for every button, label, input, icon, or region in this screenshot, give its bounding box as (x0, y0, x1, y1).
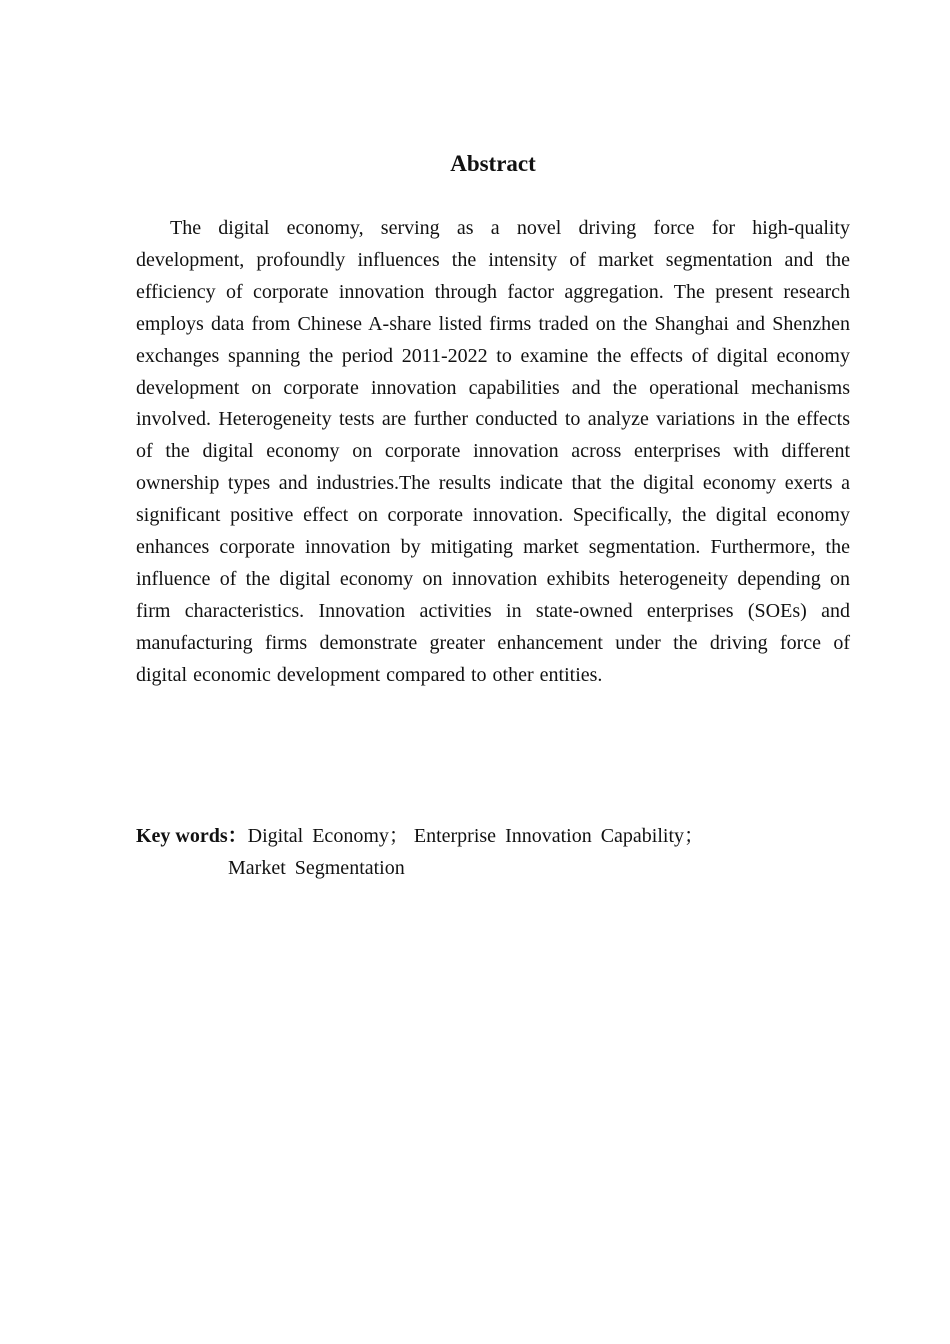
keywords-section (136, 820, 850, 884)
keywords-continuation (136, 852, 850, 884)
keyword-item: Digital Economy； (247, 825, 409, 847)
abstract-title: Abstract (450, 151, 536, 176)
keywords-label: Key words： (136, 825, 248, 847)
keyword-item: Enterprise Innovation Capability； (413, 825, 705, 847)
abstract-body: The digital economy, serving as a novel driving force for high-quality development, profoundly influences the intensity of market segmentation and the efficiency of corporate innovation through factor aggregation. The present research employs data from Chinese A-share listed firms traded on the Shanghai and Shenzhen exchanges spanning the period 2011-2022 to examine the effects of digital economy development on corporate innovation capabilities and the operational mechanisms involved. Heterogeneity tests are further conducted to analyze variations in the effects of the digital economy on corporate innovation across enterprises with different ownership types and industries.The results indicate that the digital economy exerts a significant positive effect on corporate innovation. Specifically, the digital economy enhances corporate innovation by mitigating market segmentation. Furthermore, the influence of the digital economy on innovation exhibits heterogeneity depending on firm characteristics. Innovation activities in state-owned enterprises (SOEs) and manufacturing firms demonstrate greater enhancement under the driving force of digital economic development compared to other entities. (136, 217, 850, 686)
keyword-item: Market Segmentation (228, 857, 405, 879)
